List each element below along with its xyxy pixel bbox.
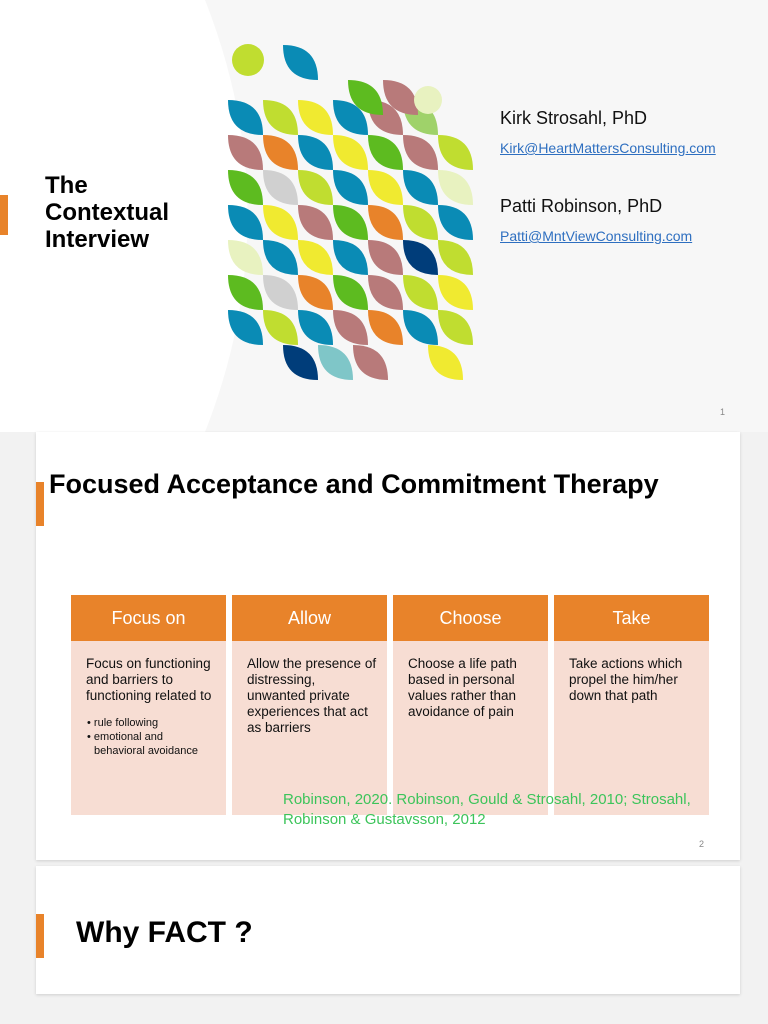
slide-3-title: Why FACT ?	[76, 916, 253, 949]
column-text: Focus on functioning and barriers to functioning related to	[86, 656, 212, 703]
column-text: Choose a life path based in personal values rather than avoidance of pain	[408, 656, 517, 719]
author-1-email-link[interactable]: Kirk@HeartMattersConsulting.com	[500, 140, 716, 156]
citation-text: Robinson, 2020. Robinson, Gould & Strosahl, 2010; Strosahl, Robinson & Gustavsson, 2012	[283, 791, 691, 828]
column-header: Allow	[232, 595, 387, 641]
column-allow	[232, 595, 387, 815]
bullet-item: • rule following	[87, 717, 159, 729]
author-1-name: Kirk Strosahl, PhD	[500, 108, 648, 128]
slide-2-title: Focused Acceptance and Commitment Therapy	[49, 469, 659, 499]
title-accent-bar	[36, 914, 44, 958]
author-2-name: Patti Robinson, PhD	[500, 196, 663, 216]
slide-3	[36, 866, 740, 994]
bullet-list	[86, 716, 216, 758]
slide-1	[0, 0, 768, 432]
author-2-email-link[interactable]: Patti@MntViewConsulting.com	[500, 228, 693, 244]
column-choose	[393, 595, 548, 815]
column-text: Take actions which propel the him/her down that path	[569, 656, 683, 703]
slide-2	[36, 432, 740, 860]
slide-1-title: The Contextual Interview	[45, 172, 170, 253]
title-accent-bar	[36, 482, 44, 526]
title-accent-bar	[0, 195, 8, 235]
column-header: Choose	[393, 595, 548, 641]
column-header: Focus on	[71, 595, 226, 641]
column-take	[554, 595, 709, 815]
column-focus-on	[71, 595, 226, 815]
column-header: Take	[554, 595, 709, 641]
slide-1-page-number: 1	[720, 407, 726, 417]
slide-2-page-number: 2	[699, 839, 705, 849]
bullet-item: • emotional and behavioral avoidance	[87, 731, 198, 757]
column-text: Allow the presence of distressing, unwanted private experiences that act as barriers	[247, 656, 377, 735]
geometric-pattern-image	[228, 40, 478, 390]
